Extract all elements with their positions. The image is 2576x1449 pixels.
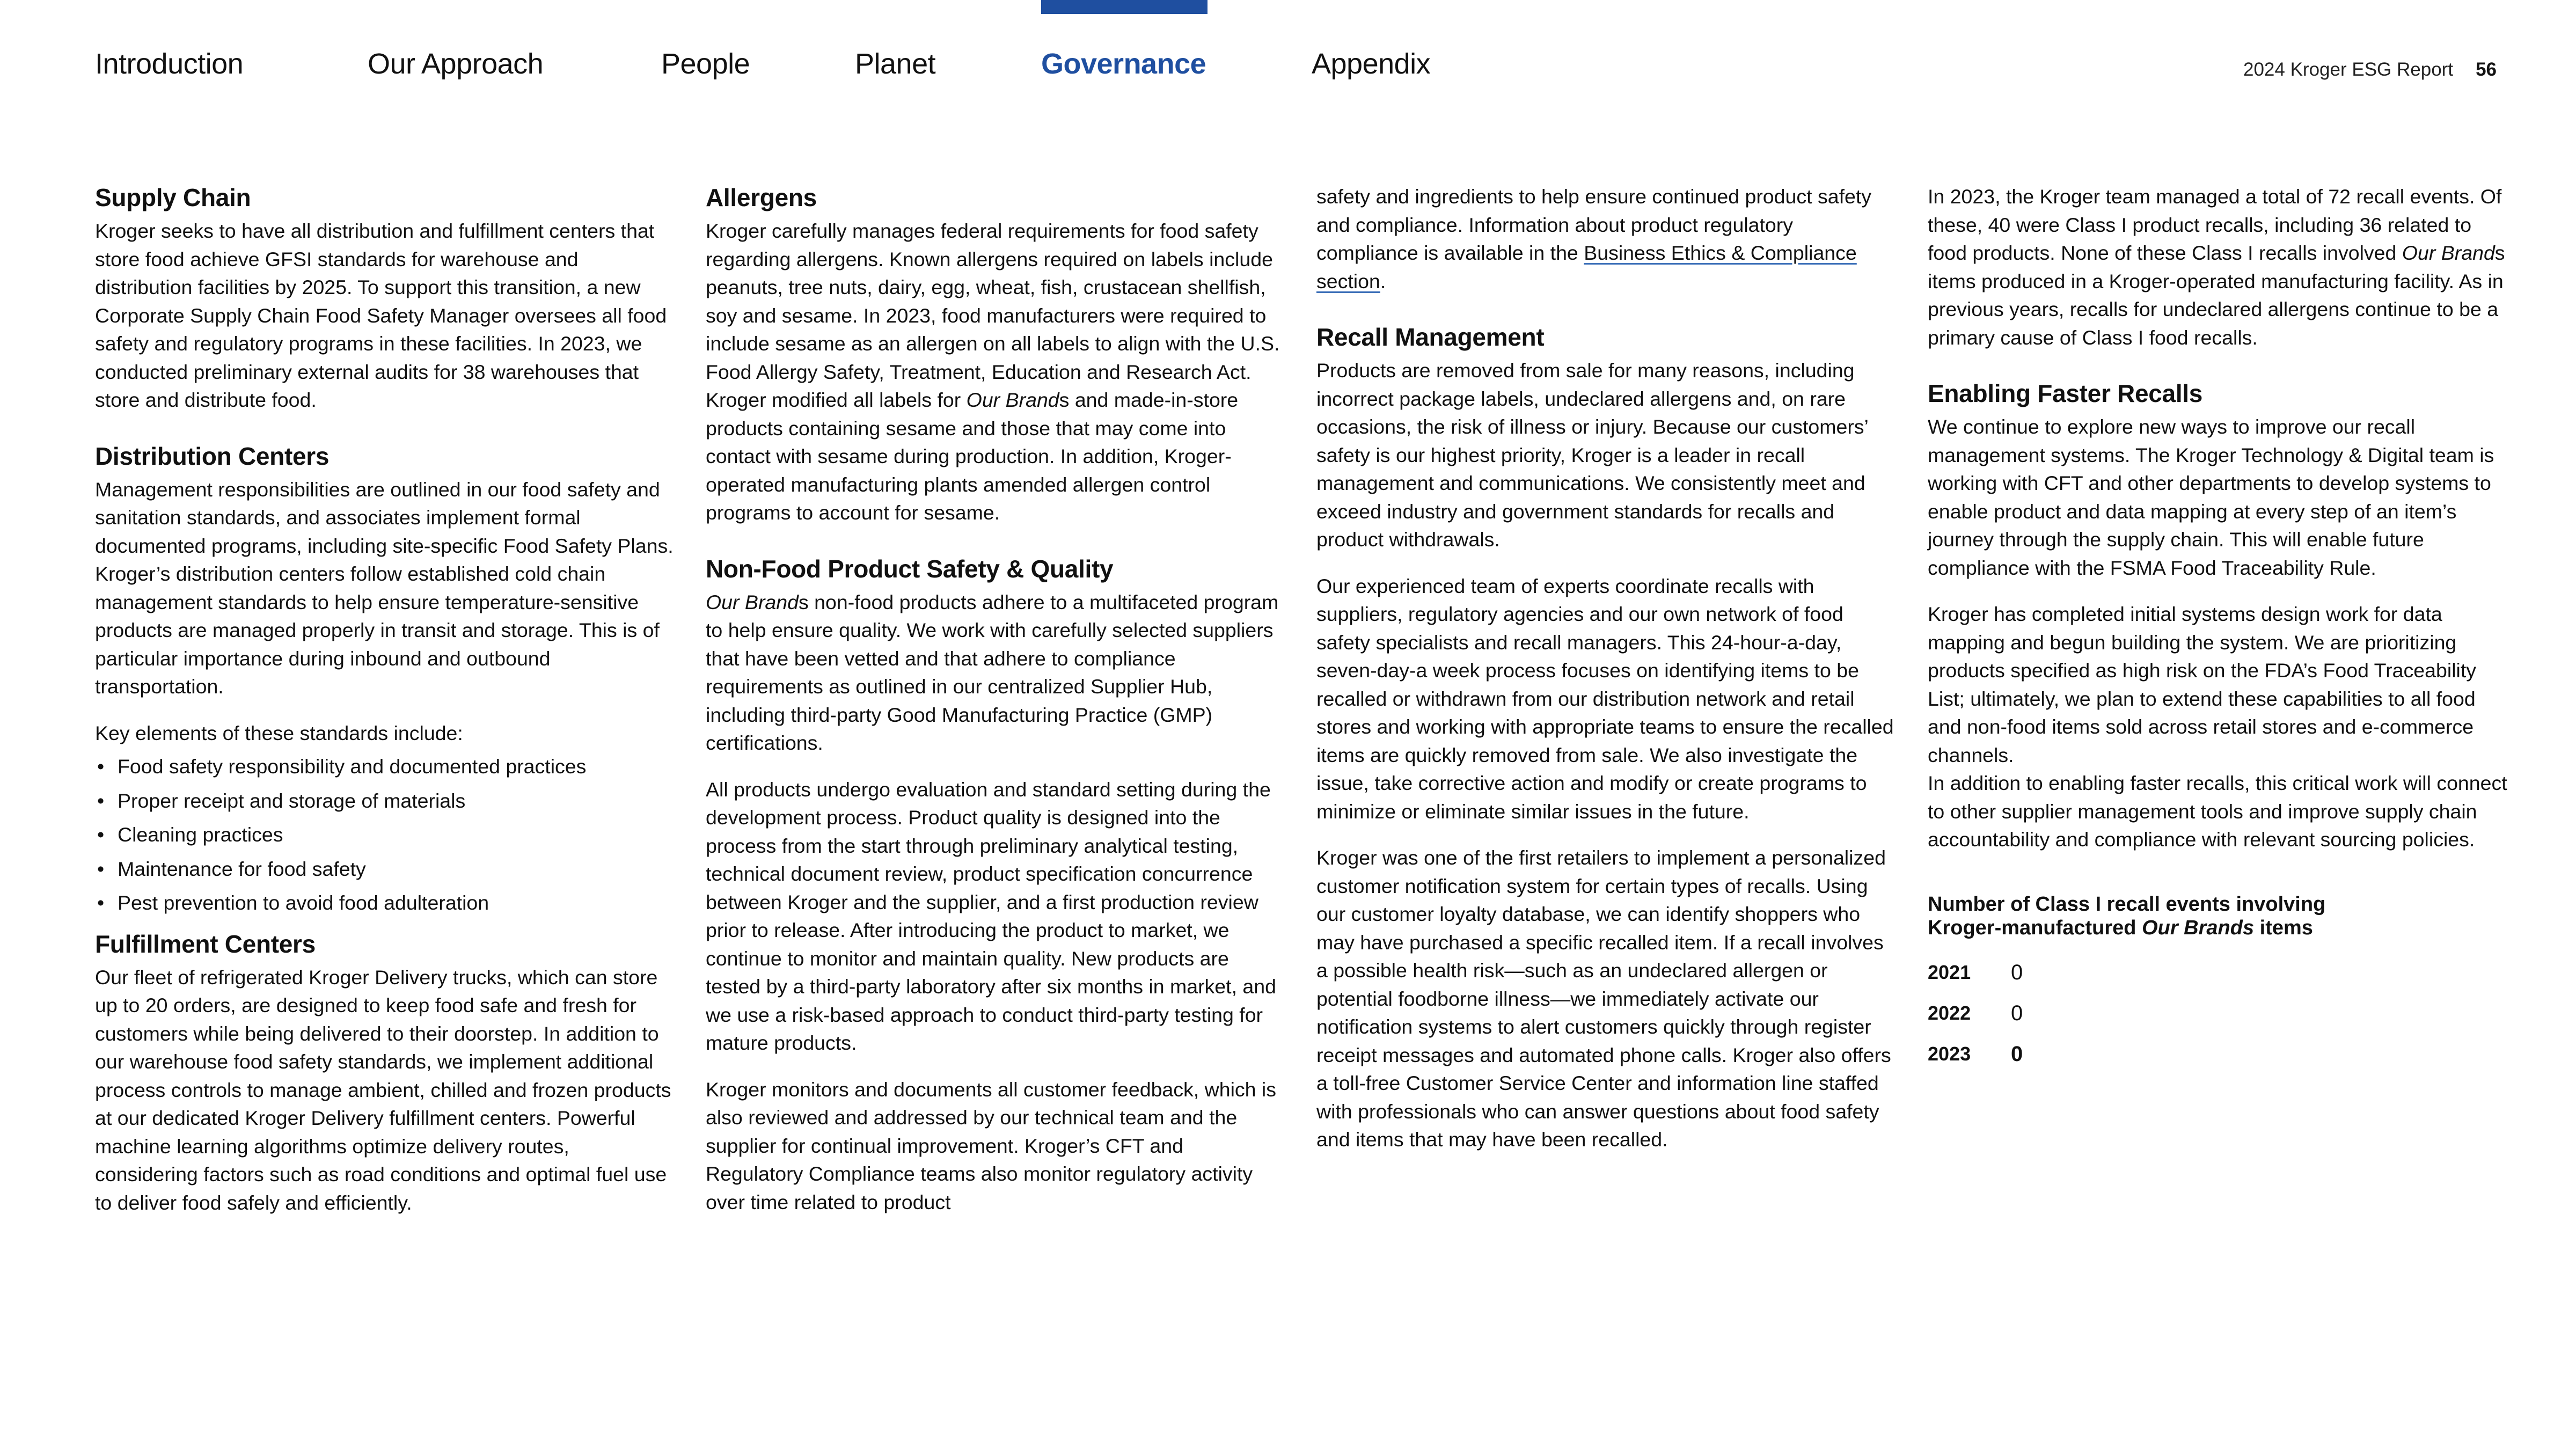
- table-year: 2022: [1928, 1002, 1971, 1024]
- table-row: [1928, 993, 2507, 1034]
- recall-body-2: Our experienced team of experts coordinate recalls with suppliers, regulatory agencies and our own network of food safety specialists and recall managers. This 24-hour-a-day, seven-day-a week process focuses on identifying items to be recalled or withdrawn from our distribution network and retail stores and working with appropriate teams to ensure the recalled items are quickly removed from sale. We also investigate the issue, take corrective action and modify or create programs to minimize or eliminate similar issues in the future.: [1316, 574, 1894, 823]
- table-year: 2021: [1928, 961, 1971, 984]
- list-item: • Cleaning practices: [95, 821, 675, 849]
- nav-appendix[interactable]: Appendix: [1312, 48, 1431, 80]
- recall-events-table: [1928, 892, 2507, 1075]
- faster-recalls-body-1: We continue to explore new ways to improve our recall management systems. The Kroger Technology & Digital team is working with CFT and other departments to develop systems to enable product and data mapping at every step of an item’s journey through the supply chain. This will enable future compliance with the FSMA Food Traceability Rule.: [1928, 415, 2494, 579]
- list-item: • Proper receipt and storage of materials: [95, 787, 675, 815]
- heading-supply-chain: Supply Chain: [95, 184, 251, 211]
- nav-introduction[interactable]: Introduction: [95, 48, 244, 80]
- heading-distribution-centers: Distribution Centers: [95, 442, 330, 470]
- heading-recall-management: Recall Management: [1316, 323, 1545, 351]
- nav-planet[interactable]: Planet: [855, 48, 936, 80]
- active-tab-indicator: [1041, 0, 1208, 14]
- non-food-body-3: Kroger monitors and documents all customer feedback, which is also reviewed and addressed by our technical team and the supplier for continual improvement. Kroger’s CFT and Regulatory Compliance teams also monitor regulatory activity over time related to product: [706, 1078, 1277, 1213]
- continued-text: safety and ingredients to help ensure continued product safety and compliance. Information about product regulatory compliance is available in the Business Ethics & Compliance section.: [1316, 185, 1872, 292]
- table-value: 0: [2011, 1001, 2023, 1026]
- nav-our-approach[interactable]: Our Approach: [368, 48, 544, 80]
- report-title: 2024 Kroger ESG Report: [2243, 59, 2454, 80]
- page-number: 56: [2476, 59, 2497, 80]
- nav-people[interactable]: People: [661, 48, 750, 80]
- table-value: 0: [2011, 961, 2023, 985]
- nav-governance[interactable]: Governance: [1041, 48, 1206, 80]
- faster-recalls-body-2: Kroger has completed initial systems design work for data mapping and begun building the system. We are prioritizing products specified as high risk on the FDA’s Food Traceability List; ultimately, we plan to extend these capabilities to all food and non-food items sold across retail stores and e-commerce channels.: [1928, 603, 2477, 766]
- standards-list: [95, 752, 675, 917]
- recall-body-1: Products are removed from sale for many reasons, including incorrect package labels, undeclared allergens and, on rare occasions, the risk of illness or injury. Because our customers’ safety is our highest priority, Kroger is a leader in recall management and communications. We consistently meet and exceed industry and government standards for recalls and product withdrawals.: [1316, 359, 1868, 551]
- column-3: [1316, 182, 1896, 1172]
- report-header: [2243, 59, 2497, 80]
- heading-allergens: Allergens: [706, 184, 817, 211]
- table-row: [1928, 1034, 2507, 1075]
- heading-enabling-faster-recalls: Enabling Faster Recalls: [1928, 379, 2203, 407]
- list-item: • Maintenance for food safety: [95, 855, 675, 883]
- column-4: [1928, 182, 2507, 1075]
- non-food-body-1: Our Brands non-food products adhere to a multifaceted program to help ensure quality. We work with carefully selected suppliers that have been vetted and that adhere to compliance requirements as outlined in our centralized Supplier Hub, including third-party Good Manufacturing Practice (GMP) certifications.: [706, 590, 1279, 754]
- faster-recalls-body-3: In addition to enabling faster recalls, this critical work will connect to other supplier management tools and improve supply chain accountability and compliance with relevant sourcing policies.: [1928, 772, 2507, 851]
- heading-non-food-safety: Non-Food Product Safety & Quality: [706, 554, 1114, 583]
- list-item: • Pest prevention to avoid food adulteration: [95, 889, 675, 917]
- column-2: [706, 182, 1285, 1234]
- list-item: • Food safety responsibility and documented practices: [95, 752, 675, 781]
- supply-chain-body: Kroger seeks to have all distribution and fulfillment centers that store food achieve GFSI standards for warehouse and distribution facilities by 2025. To support this transition, a new Corporate Supply Chain Food Safety Manager oversees all food safety and regulatory programs in these facilities. In 2023, we conducted preliminary external audits for 38 warehouses that store and distribute food.: [95, 219, 667, 411]
- recall-body-3: Kroger was one of the first retailers to implement a personalized customer notification system for certain types of recalls. Using our customer loyalty database, we can identify shoppers who may have purchased a specific recalled item. If a recall involves a possible health risk—such as an undeclared allergen or potential foodborne illness—we immediately activate our notification systems to alert customers quickly through register receipt messages and automated phone calls. Kroger also offers a toll-free Customer Service Center and information line staffed with professionals who can answer questions about food safety and items that may have been recalled.: [1316, 846, 1891, 1151]
- allergens-body: Kroger carefully manages federal requirements for food safety regarding allergens. Known allergens required on labels include peanuts, tree nuts, dairy, egg, wheat, fish, crustacean shellfish, soy and sesame. In 2023, food manufacturers were required to include sesame as an allergen on all labels to align with the U.S. Food Allergy Safety, Treatment, Education and Research Act. Kroger modified all labels for Our Brands and made-in-store products containing sesame and those that may come into contact with sesame during production. In addition, Kroger-operated manufacturing plants amended allergen control programs to account for sesame.: [706, 219, 1280, 524]
- table-year: 2023: [1928, 1043, 1971, 1065]
- fulfillment-body: Our fleet of refrigerated Kroger Delivery trucks, which can store up to 20 orders, are designed to keep food safe and fresh for customers while being delivered to their doorstep. In addition to our warehouse food safety standards, we implement additional process controls to manage ambient, chilled and frozen products at our dedicated Kroger Delivery fulfillment centers. Powerful machine learning algorithms optimize delivery routes, considering factors such as road conditions and optimal fuel use to deliver food safely and efficiently.: [95, 965, 671, 1214]
- table-title: Number of Class I recall events involving Kroger-manufactured Our Brands items: [1928, 892, 2326, 939]
- table-value: 0: [2011, 1042, 2023, 1066]
- distribution-list-intro: Key elements of these standards include:: [95, 721, 463, 744]
- heading-fulfillment-centers: Fulfillment Centers: [95, 930, 316, 958]
- table-row: [1928, 953, 2507, 993]
- recall-stats-text: In 2023, the Kroger team managed a total of 72 recall events. Of these, 40 were Class I product recalls, including 36 related to food products. None of these Class I recalls involved Our Brands items produced in a Kroger-operated manufacturing facility. As in previous years, recalls for undeclared allergens continue to be a primary cause of Class I food recalls.: [1928, 185, 2505, 349]
- distribution-body: Management responsibilities are outlined in our food safety and sanitation standards, and associates implement formal documented programs, including site-specific Food Safety Plans. Kroger’s distribution centers follow established cold chain management standards to help ensure temperature-sensitive products are managed properly in transit and storage. This is of particular importance during inbound and outbound transportation.: [95, 478, 674, 698]
- column-1: [95, 182, 675, 1235]
- non-food-body-2: All products undergo evaluation and standard setting during the development process. Product quality is designed into the process from the start through preliminary analytical testing, technical document review, product specification concurrence between Kroger and the supplier, and a first production review prior to release. After introducing the product to market, we continue to monitor and maintain quality. New products are tested by a third-party laboratory after six months in market, and we use a risk-based approach to conduct third-party testing for mature products.: [706, 778, 1276, 1054]
- business-ethics-link[interactable]: Business Ethics & Compliance section: [1316, 241, 1857, 292]
